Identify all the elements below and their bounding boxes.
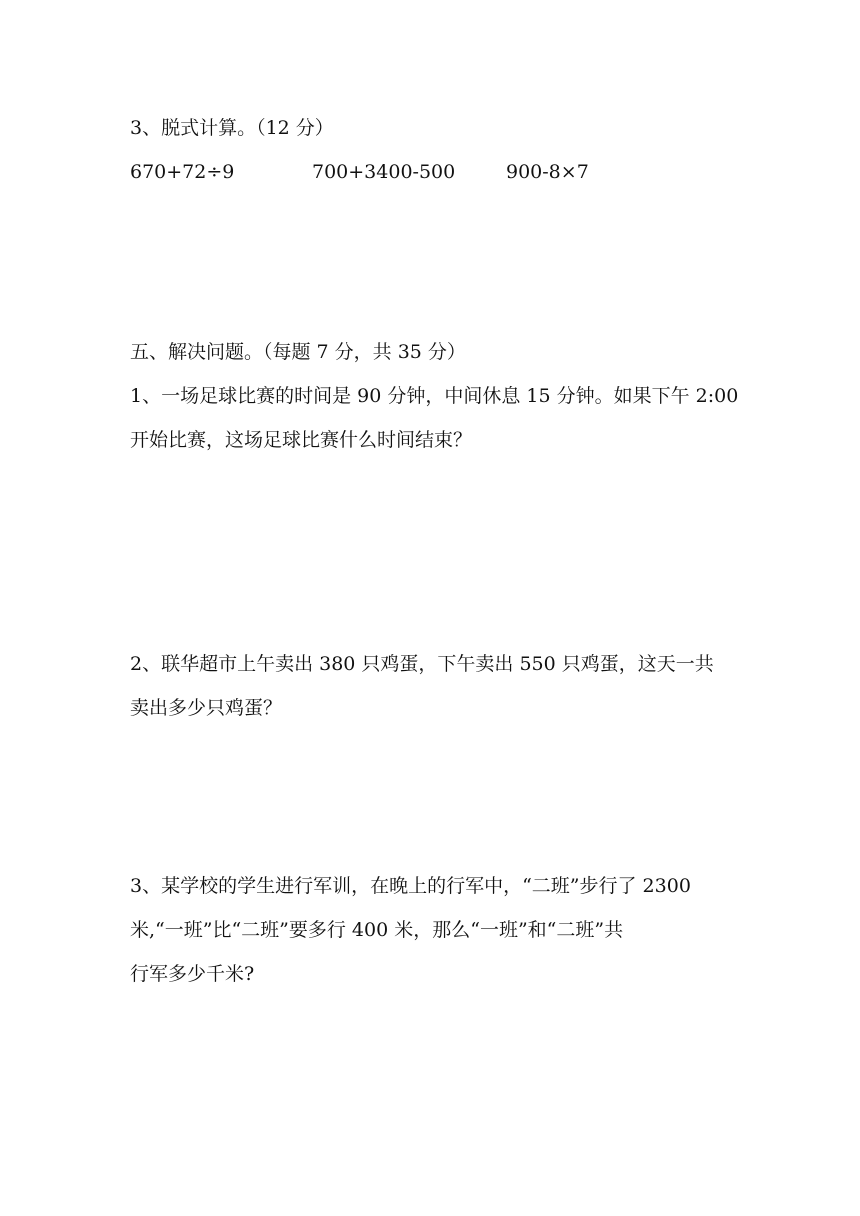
problem-3-line-1: 3、某学校的学生进行军训，在晚上的行军中，“二班”步行了 2300 [130, 875, 691, 897]
problems-section-heading: 五、解决问题。（每题 7 分，共 35 分） [130, 341, 466, 363]
calc-expression-1: 670+72÷9 [130, 161, 235, 183]
problem-2-line-2: 卖出多少只鸡蛋？ [130, 697, 283, 719]
calc-expression-2: 700+3400-500 [312, 161, 456, 183]
problem-3-line-2: 米,“一班”比“二班”要多行 400 米，那么“一班”和“二班”共 [130, 919, 624, 941]
problem-1-line-2: 开始比赛，这场足球比赛什么时间结束？ [130, 429, 473, 451]
problem-2-line-1: 2、联华超市上午卖出 380 只鸡蛋，下午卖出 550 只鸡蛋，这天一共 [130, 653, 714, 675]
calc-expression-3: 900-8×7 [506, 161, 589, 183]
calc-section-heading: 3、脱式计算。（12 分） [130, 117, 334, 139]
problem-3-line-3: 行军多少千米? [130, 963, 255, 985]
problem-1-line-1: 1、一场足球比赛的时间是 90 分钟，中间休息 15 分钟。如果下午 2:00 [130, 385, 739, 407]
